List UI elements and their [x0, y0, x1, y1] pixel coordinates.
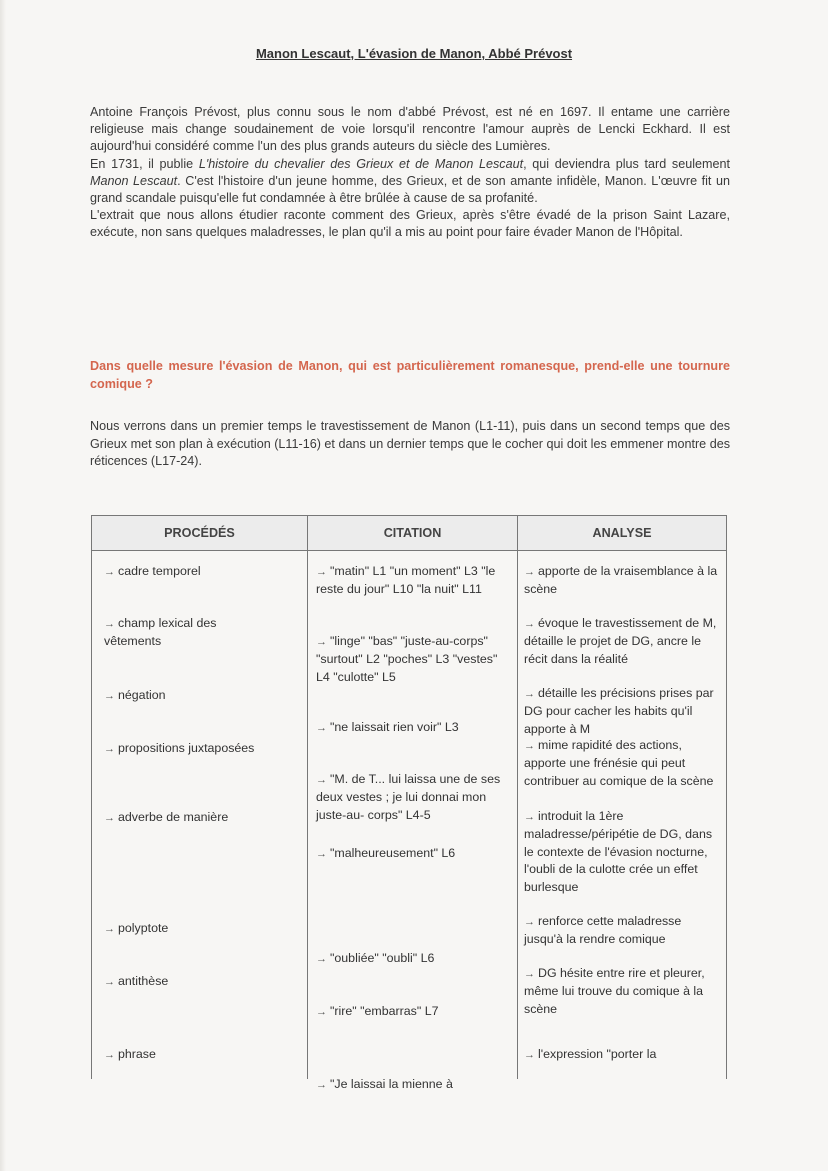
arrow-icon: → [104, 566, 115, 578]
arrow-icon: → [524, 566, 535, 578]
arrow-icon: → [104, 743, 115, 755]
analyse-item [524, 913, 720, 949]
arrow-icon: → [524, 811, 535, 823]
arrow-icon: → [104, 923, 115, 935]
procede-item [104, 973, 168, 991]
arrow-icon: → [316, 953, 327, 965]
analyse-item [524, 685, 720, 738]
header-procedes: PROCÉDÉS [92, 516, 308, 551]
analyse-text: détaille les précisions prises par DG pour cacher les habits qu'il apporte à M [524, 686, 714, 736]
analyse-text: renforce cette maladresse jusqu'à la rendre comique [524, 914, 682, 947]
citation-text: "M. de T... lui laissa une de ses deux vestes ; je lui donnai mon juste-au- corps" L4-5 [316, 772, 501, 822]
procede-label: phrase [118, 1047, 156, 1061]
procede-label: cadre temporel [118, 564, 201, 578]
citation-item [316, 1076, 511, 1094]
arrow-icon: → [316, 636, 327, 648]
arrow-icon: → [316, 774, 327, 786]
header-citation: CITATION [308, 516, 518, 551]
citation-text: "malheureusement" L6 [330, 846, 456, 860]
citation-text: "rire" "embarras" L7 [330, 1004, 439, 1018]
procede-label: propositions juxtaposées [118, 741, 255, 755]
arrow-icon: → [524, 618, 535, 630]
table-row [92, 551, 727, 1080]
citation-item [316, 719, 511, 737]
citation-text: "matin" L1 "un moment" L3 "le reste du jour" L10 "la nuit" L11 [316, 564, 496, 597]
procede-item [104, 740, 254, 758]
citation-item [316, 950, 511, 968]
analyse-item [524, 1046, 720, 1064]
citation-item [316, 1003, 511, 1021]
arrow-icon: → [104, 1049, 115, 1061]
analyse-text: évoque le travestissement de M, détaille le projet de DG, ancre le récit dans la réalité [524, 616, 717, 666]
intro-p2-text: , qui deviendra plus tard seulement [523, 156, 731, 171]
analyse-item [524, 563, 720, 599]
procede-label: champ lexical des vêtements [104, 616, 217, 649]
arrow-icon: → [524, 1049, 535, 1061]
problematic-question: Dans quelle mesure l'évasion de Manon, qui est particulièrement romanesque, prend-elle une tournure comique ? [90, 359, 730, 391]
intro-p2-text: . C'est l'histoire d'un jeune homme, des Grieux, et de son amante infidèle, Manon. L'œuvre fit un grand scandale puisqu'elle fut condamnée à être brûlée à cause de sa profanité. [90, 173, 730, 206]
table-header-row [92, 516, 727, 551]
citation-item [316, 845, 511, 863]
intro-paragraph-2 [90, 156, 730, 208]
intro-p2-text: En 1731, il publie [90, 156, 199, 171]
arrow-icon: → [104, 690, 115, 702]
analyse-item [524, 737, 720, 790]
analyse-text: DG hésite entre rire et pleurer, même lui trouve du comique à la scène [524, 966, 705, 1016]
arrow-icon: → [316, 1079, 327, 1091]
arrow-icon: → [524, 740, 535, 752]
header-analyse: ANALYSE [518, 516, 727, 551]
intro-p2-short-title: Manon Lescaut [90, 173, 178, 188]
arrow-icon: → [104, 618, 115, 630]
analysis-table [91, 515, 727, 1091]
citation-item [316, 633, 511, 686]
analyse-text: mime rapidité des actions, apporte une frénésie qui peut contribuer au comique de la scène [524, 738, 714, 788]
analyse-text: apporte de la vraisemblance à la scène [524, 564, 718, 597]
citation-text: "Je laissai la mienne à [330, 1077, 453, 1091]
arrow-icon: → [316, 848, 327, 860]
procede-label: polyptote [118, 921, 169, 935]
arrow-icon: → [316, 566, 327, 578]
procede-item [104, 809, 228, 827]
procede-label: antithèse [118, 974, 169, 988]
procede-item [104, 563, 201, 581]
analyse-text: l'expression "porter la [538, 1047, 657, 1061]
procedes-column [92, 551, 308, 1080]
procede-item [104, 1046, 156, 1064]
arrow-icon: → [104, 976, 115, 988]
analyse-item [524, 808, 720, 896]
document-title: Manon Lescaut, L'évasion de Manon, Abbé Prévost [255, 46, 573, 61]
procede-item [104, 687, 166, 705]
citation-text: "oubliée" "oubli" L6 [330, 951, 435, 965]
intro-paragraph-3: L'extrait que nous allons étudier raconte comment des Grieux, après s'être évadé de la prison Saint Lazare, exécute, non sans quelques maladresses, le plan qu'il a mis au point pour faire évader Manon de l'Hôpital. [90, 208, 730, 240]
arrow-icon: → [104, 812, 115, 824]
page-edge-shadow [0, 0, 6, 1171]
analyse-item [524, 615, 720, 668]
arrow-icon: → [316, 722, 327, 734]
procede-label: négation [118, 688, 166, 702]
citation-text: "linge" "bas" "juste-au-corps" "surtout" L2 "poches" L3 "vestes" L4 "culotte" L5 [316, 634, 498, 684]
citation-text: "ne laissait rien voir" L3 [330, 720, 459, 734]
analyse-column [518, 551, 727, 1080]
analyse-item [524, 965, 720, 1018]
plan-paragraph: Nous verrons dans un premier temps le travestissement de Manon (L1-11), puis dans un second temps que des Grieux met son plan à exécution (L11-16) et dans un dernier temps que le cocher qui doit les emmener montre des réticences (L17-24). [90, 419, 730, 469]
arrow-icon: → [524, 916, 535, 928]
procede-label: adverbe de manière [118, 810, 229, 824]
arrow-icon: → [524, 968, 535, 980]
arrow-icon: → [316, 1006, 327, 1018]
citation-item [316, 563, 511, 599]
procede-item [104, 920, 168, 938]
intro-paragraph-1: Antoine François Prévost, plus connu sous le nom d'abbé Prévost, est né en 1697. Il entame une carrière religieuse mais change soudainement de voie lorsqu'il rencontre l'amour auprès de Lencki Eckhard. Il est aujourd'hui considéré comme l'un des plus grands auteurs du siècle des Lumières. [90, 105, 730, 154]
procede-item [104, 615, 254, 651]
intro-p2-book-title: L'histoire du chevalier des Grieux et de Manon Lescaut [198, 156, 524, 171]
introduction [90, 104, 730, 242]
citation-column [308, 551, 518, 1091]
analyse-text: introduit la 1ère maladresse/péripétie de DG, dans le contexte de l'évasion nocturne, l'oubli de la culotte crée un effet burlesque [524, 809, 713, 894]
arrow-icon: → [524, 688, 535, 700]
citation-item [316, 771, 511, 824]
